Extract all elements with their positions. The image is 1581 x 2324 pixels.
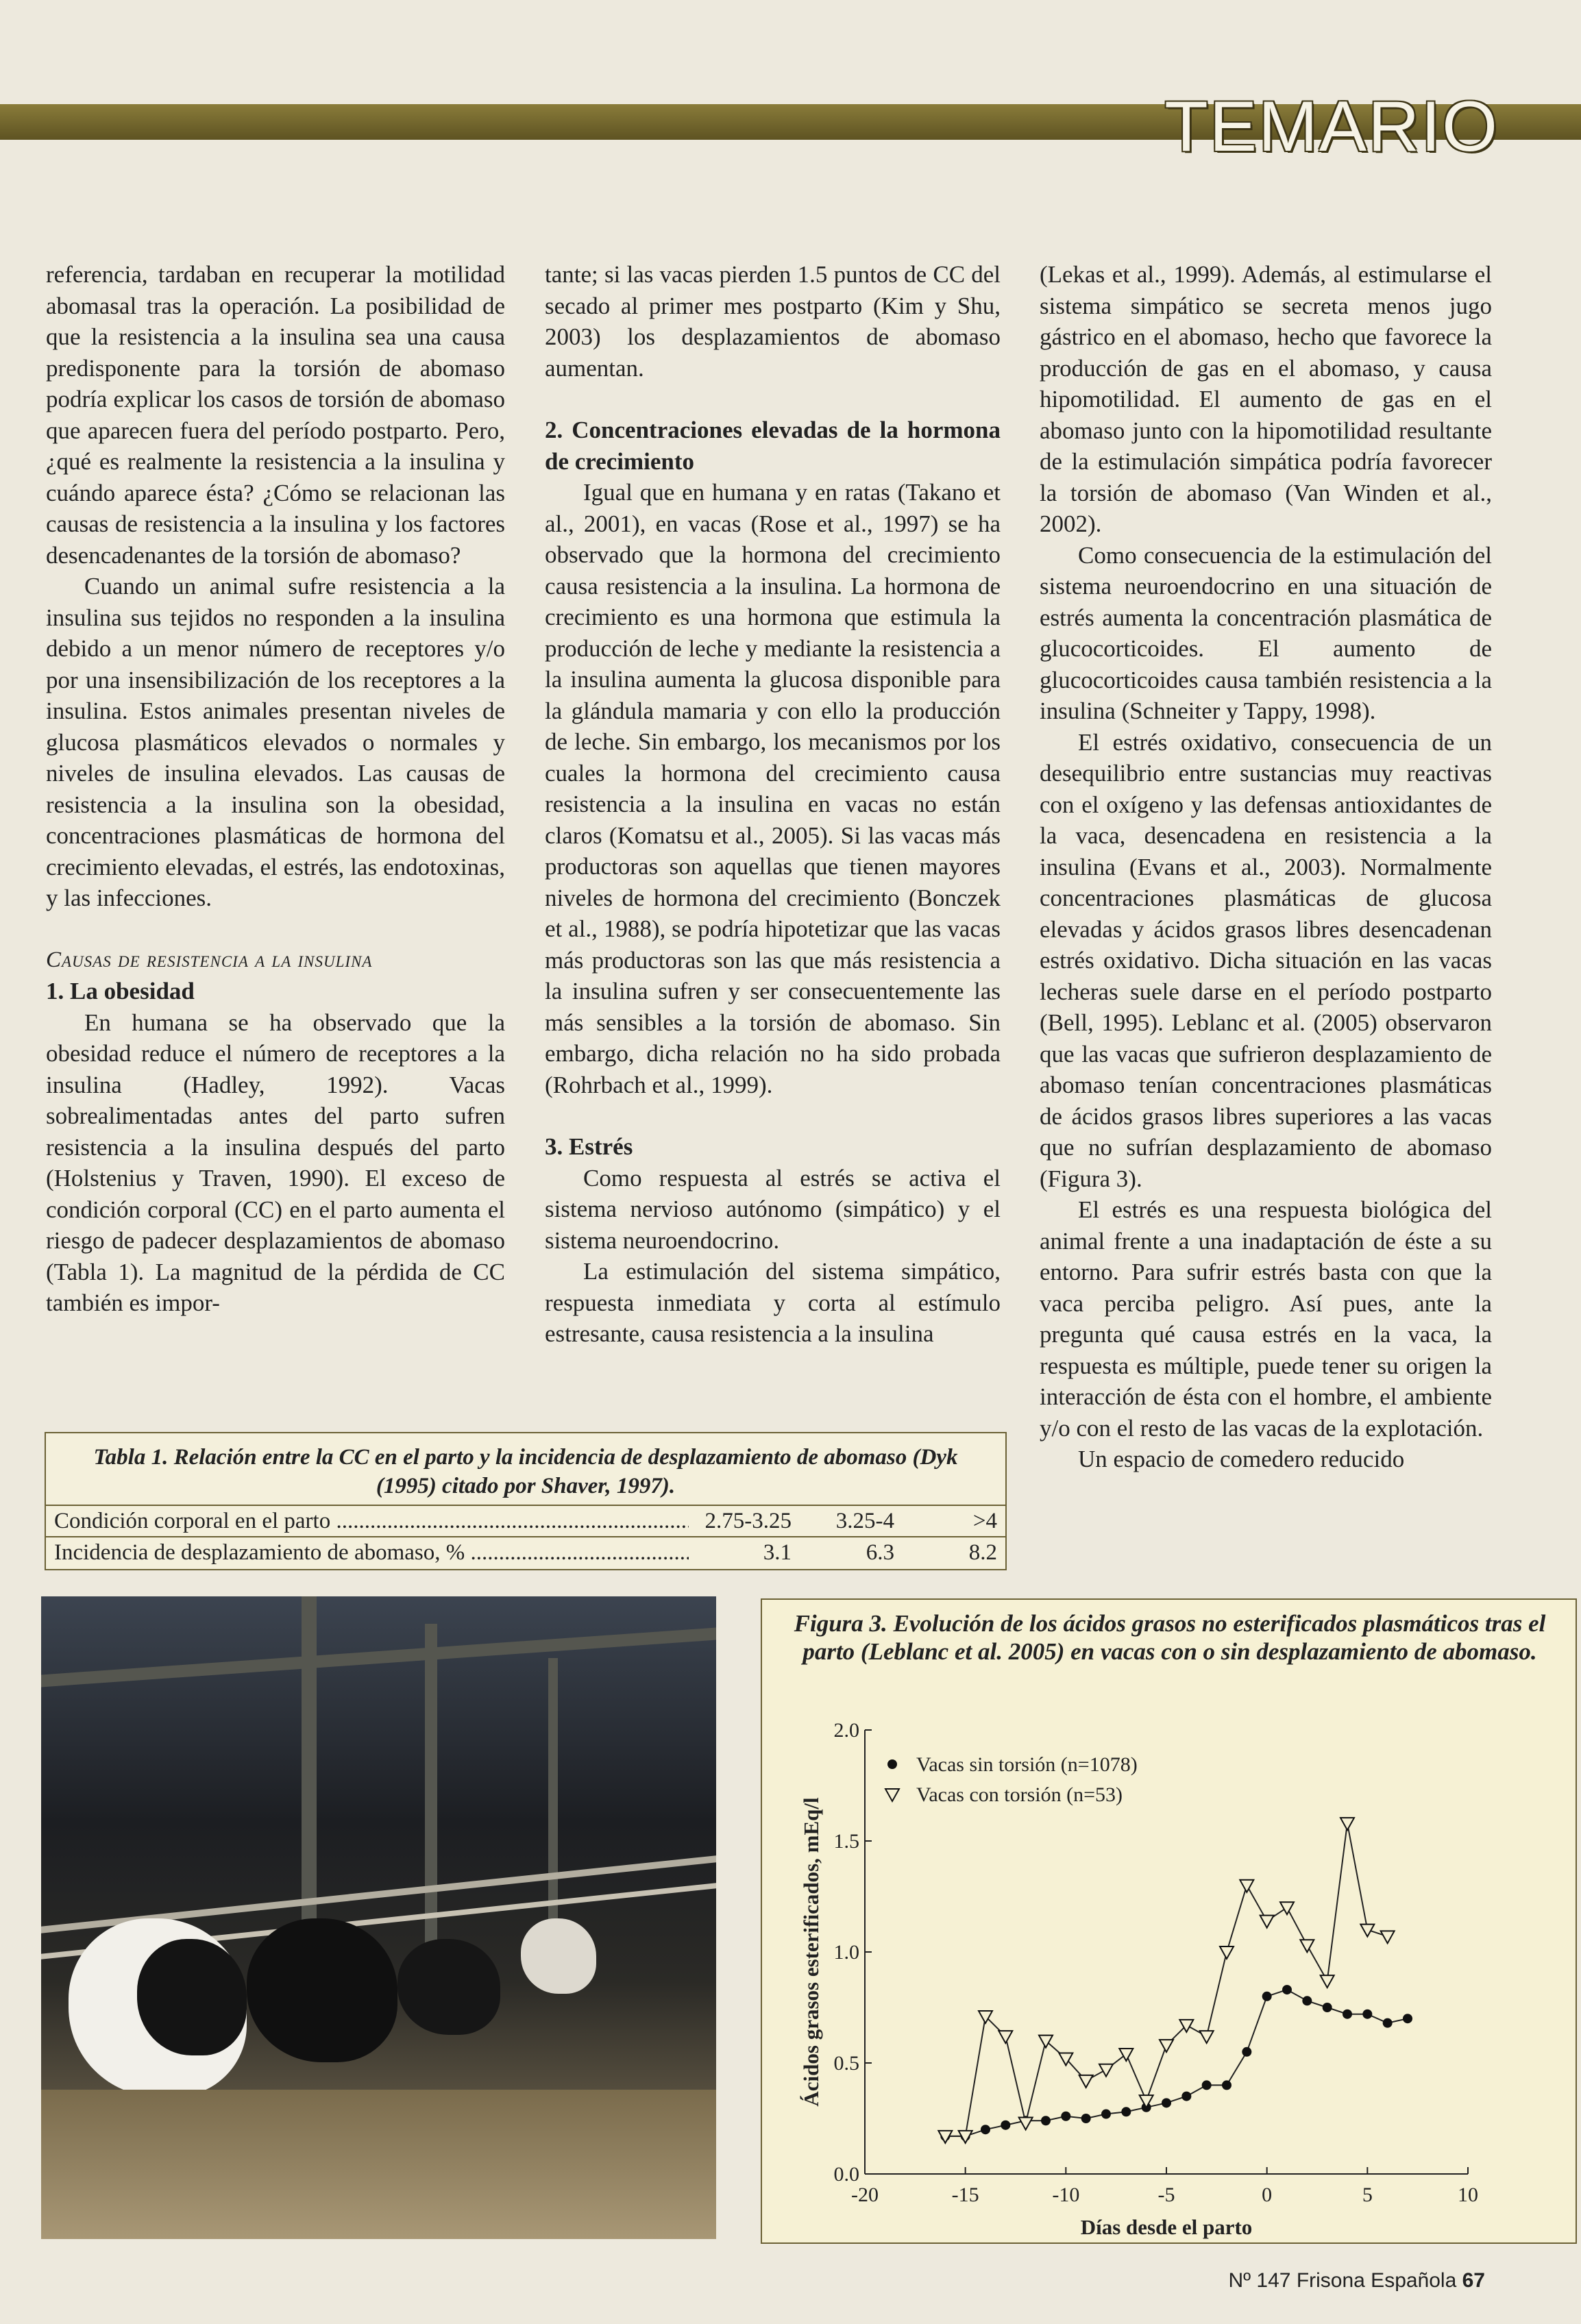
data-point [1340,1818,1354,1830]
data-point [1222,2080,1231,2090]
text-column-2 [545,259,1001,1350]
barn-cows-photo [41,1596,716,2239]
x-tick-label: 5 [1362,2184,1373,2206]
paragraph: Cuando un animal sufre resistencia a la insulina sus tejidos no responden a la insulina debido a un menor número de receptores y/o por una insensibilización de los receptores a la insulina. Estos animales presentan niveles de glucosa plasmáticos elevados o normales y niveles de insulina elevados. Las causas de resistencia a la insulina son la obesidad, concentraciones plasmáticas de hormona del crecimiento elevadas, el estrés, las endotoxinas, y las infecciones. [46,573,505,911]
data-point [1181,2092,1191,2101]
x-tick-label: -15 [951,2184,979,2206]
y-axis-label: Ácidos grasos esterificados, mEq/l [799,1797,823,2107]
data-point [1061,2112,1070,2121]
data-point [1403,2014,1412,2023]
page-number: 67 [1462,2269,1485,2292]
y-tick-label: 1.0 [833,1941,859,1964]
x-tick-label: -5 [1157,2184,1175,2206]
row-label: Incidencia de desplazamiento de abomaso, % ..... [54,1537,689,1568]
paragraph: Como respuesta al estrés se activa el sistema nervioso autónomo (simpático) y el sistema neuroendocrino. [545,1164,1001,1254]
data-point [1323,2003,1332,2012]
data-point [1099,2064,1113,2077]
data-point [1160,2040,1173,2052]
subheading: 3. Estrés [545,1133,633,1160]
data-point [1101,2110,1111,2119]
data-point [1041,2116,1051,2125]
data-point [1242,2047,1251,2057]
data-point [1081,2114,1091,2123]
data-point [1280,1902,1294,1914]
magazine-name: Frisona Española [1296,2269,1457,2292]
table-cell: >4 [894,1506,997,1536]
section-title: TEMARIO [1164,87,1499,166]
data-point [1001,2121,1010,2130]
paragraph: La estimulación del sistema simpático, respuesta inmediata y corta al estímulo estresante, causa resistencia a la insulina [545,1258,1001,1347]
legend-marker [885,1789,899,1801]
data-point [1302,1996,1312,2005]
paragraph: Un espacio de comedero reducido [1078,1446,1405,1472]
subheading: 2. Concentraciones elevadas de la hormona de crecimiento [545,417,1001,475]
table-1 [45,1432,1007,1570]
figure-3 [761,1598,1577,2244]
data-point [1343,2010,1352,2019]
legend-marker [887,1759,897,1769]
table-row [54,1537,997,1568]
table-cell: 2.75-3.25 [689,1506,792,1536]
series-line [945,1823,1387,2136]
data-point [1200,2031,1214,2043]
data-point [1162,2098,1171,2107]
table-row [54,1506,997,1536]
x-tick-label: 10 [1458,2184,1478,2206]
data-point [981,2125,990,2134]
table-cell: 3.25-4 [792,1506,894,1536]
figure-caption: Figura 3. Evolución de los ácidos grasos no esterificados plasmáticos tras el parto (Leblanc et al. 2005) en vacas con o sin desplazamiento de abomaso. [794,1610,1546,1665]
data-point [1300,1940,1314,1952]
y-tick-label: 1.5 [833,1830,859,1853]
x-tick-label: -20 [851,2184,879,2206]
page-footer [1228,2269,1485,2292]
subheading: 1. La obesidad [46,978,195,1004]
data-point [1362,2010,1372,2019]
data-point [1220,1946,1234,1959]
data-point [1360,1925,1374,1937]
x-tick-label: 0 [1262,2184,1273,2206]
series-line [945,1990,1408,2136]
data-point [1079,2075,1093,2088]
paragraph: El estrés oxidativo, consecuencia de un desequilibrio entre sustancias muy reactivas con el oxígeno y las defensas antioxidantes de la vaca, desencadena en resistencia a la insulina (Evans et al., 2003). Normalmente concentraciones plasmáticas de glucosa elevadas y ácidos grasos libres desencadenan estrés oxidativo. Dicha situación en las vacas lecheras suele darse en el período postparto (Bell, 1995). Leblanc et al. (2005) observaron que las vacas que sufrieron desplazamiento de abomaso tenían concentraciones plasmáticas de ácidos grasos libres superiores a las vacas que no sufrían desplazamiento de abomaso (Figura 3). [1040,728,1492,1192]
data-point [1321,1975,1334,1988]
row-label: Condición corporal en el parto ..... [54,1506,689,1536]
data-point [1282,1985,1292,1994]
data-point [1262,1992,1272,2001]
table-cell: 3.1 [689,1537,792,1568]
paragraph: tante; si las vacas pierden 1.5 puntos de CC del secado al primer mes postparto (Kim y Shu, 2003) los desplazamientos de abomaso aumentan. [545,261,1001,382]
x-axis-label: Días desde el parto [1080,2215,1253,2239]
text-column-3 [1040,259,1492,1475]
paragraph: El estrés es una respuesta biológica del animal frente a una inadaptación de éste a su entorno. Para sufrir estrés basta con que la vaca perciba peligro. Así pues, ante la pregunta qué causa estrés en la vaca, la respuesta es múltiple, puede tener su origen la interacción de ésta con el hombre, el ambiente y/o con el resto de las vacas de la explotación. [1040,1196,1492,1442]
data-point [1381,1931,1395,1943]
paragraph: Igual que en humana y en ratas (Takano et al., 2001), en vacas (Rose et al., 1997) se ha observado que la hormona del crecimiento causa resistencia a la insulina. La hormona de crecimiento es una hormona que estimula la producción de leche y mediante la resistencia a la insulina aumenta la glucosa disponible para la glándula mamaria y con ello la producción de leche. Sin embargo, los mecanismos por los cuales la hormona del crecimiento causa resistencia a la insulina en vacas no están claros (Komatsu et al., 2005). Si las vacas más productoras son aquellas que tienen mayores niveles de hormona del crecimiento (Bonczek et al., 1988), se podría hipotetizar que las vacas más productoras son las que más resistencia a la insulina sufren y ser consecuentemente las más sensibles a la torsión de abomaso. Sin embargo, dicha relación no ha sido probada (Rohrbach et al., 1999). [545,479,1001,1098]
data-point [1383,2018,1393,2028]
table-caption: Tabla 1. Relación entre la CC en el parto y la incidencia de desplazamiento de abomaso (Dyk (1995) citado por Shaver, 1997). [93,1445,958,1498]
y-tick-label: 2.0 [833,1719,859,1742]
data-point [1240,1880,1253,1892]
paragraph: (Lekas et al., 1999). Además, al estimularse el sistema simpático se secreta menos jugo gástrico en el abomaso, hecho que favorece la producción de gas en el abomaso, y causa hipomotilidad. El aumento de gas en el abomaso junto con la hipomotilidad resultante de la estimulación simpática podría favorecer la torsión de abomaso (Van Winden et al., 2002). [1040,261,1492,537]
line-chart [762,1600,1576,2242]
data-point [998,2031,1012,2043]
y-tick-label: 0.0 [833,2163,859,2186]
legend-label: Vacas sin torsión (n=1078) [916,1753,1138,1776]
table-cell: 8.2 [894,1537,997,1568]
legend-label: Vacas con torsión (n=53) [916,1783,1123,1806]
section-heading: Causas de resistencia a la insulina [46,947,373,972]
paragraph: referencia, tardaban en recuperar la motilidad abomasal tras la operación. La posibilidad de que la resistencia a la insulina sea una causa predisponente para la torsión de abomaso podría explicar los casos de torsión de abomaso que aparecen fuera del período postparto. Pero, ¿qué es realmente la resistencia a la insulina y cuándo aparece ésta? ¿Cómo se relacionan las causas de resistencia a la insulina y los factores desencadenantes de la torsión de abomaso? [46,261,505,569]
data-point [1119,2049,1133,2061]
data-point [1019,2117,1033,2129]
paragraph: Como consecuencia de la estimulación del sistema neuroendocrino en una situación de estrés aumenta la concentración plasmática de glucocorticoides. El aumento de glucocorticoides causa también resistencia a la insulina (Schneiter y Tappy, 1998). [1040,541,1492,724]
text-column-1 [46,259,505,1319]
paragraph: En humana se ha observado que la obesidad reduce el número de receptores a la insulina (Hadley, 1992). Vacas sobrealimentadas antes del parto sufren resistencia a la insulina después del parto (Holstenius y Traven, 1990). El exceso de condición corporal (CC) en el parto aumenta el riesgo de padecer desplazamientos de abomaso (Tabla 1). La magnitud de la pérdida de CC también es impor- [46,1009,505,1316]
table-cell: 6.3 [792,1537,894,1568]
data-point [1121,2107,1131,2116]
data-point [1260,1916,1274,1928]
data-point [1202,2080,1212,2090]
issue-number: Nº 147 [1228,2269,1291,2292]
y-tick-label: 0.5 [833,2052,859,2075]
x-tick-label: -10 [1052,2184,1080,2206]
